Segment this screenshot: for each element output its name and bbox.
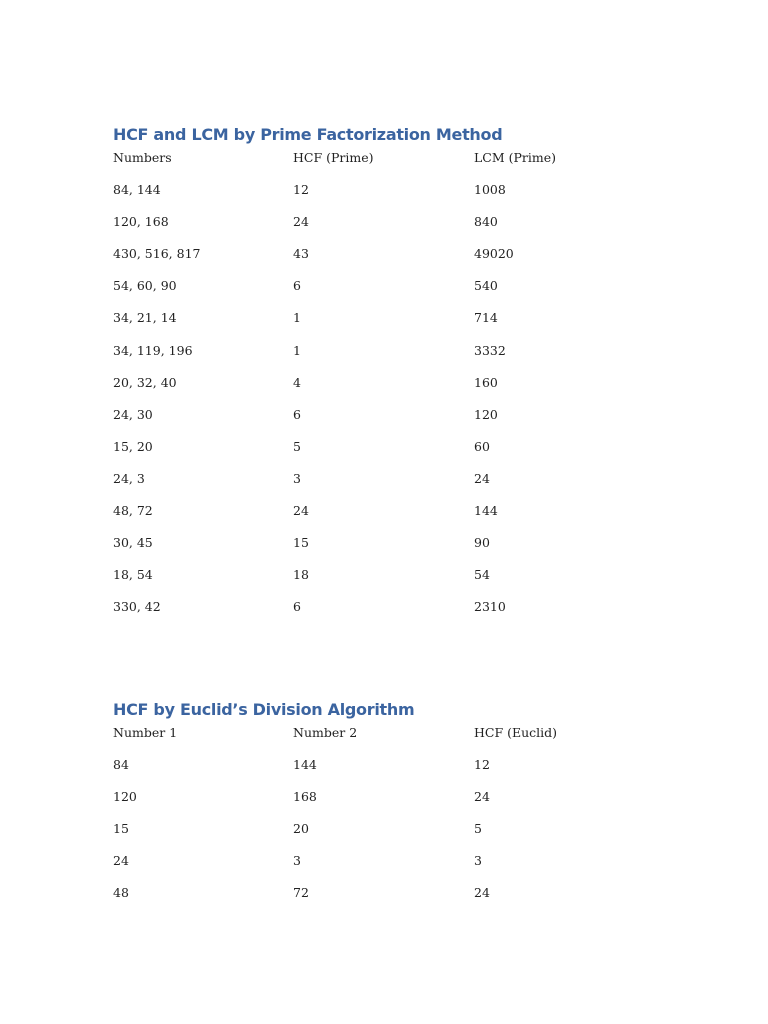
table-cell: 84 — [113, 757, 129, 773]
table-row — [113, 563, 673, 595]
table-row — [113, 274, 673, 306]
table-cell: 24 — [293, 503, 309, 519]
column-header-hcf-euclid: HCF (Euclid) — [474, 725, 558, 740]
table-cell: 5 — [293, 438, 301, 454]
table-cell: 24 — [474, 470, 490, 486]
table-cell: 714 — [474, 310, 498, 326]
table-cell: 6 — [293, 278, 301, 294]
table-row — [113, 210, 673, 242]
table-row — [113, 881, 673, 913]
table-cell: 72 — [293, 885, 309, 901]
column-header-hcf-prime: HCF (Prime) — [293, 150, 374, 165]
table-row — [113, 467, 673, 499]
table-row — [113, 435, 673, 467]
table-cell: 12 — [293, 182, 309, 198]
table-cell: 12 — [474, 757, 490, 773]
euclid-table — [113, 721, 673, 914]
table-cell: 6 — [293, 599, 301, 615]
table-cell: 540 — [474, 278, 498, 294]
table-cell: 34, 119, 196 — [113, 342, 193, 358]
table-cell: 60 — [474, 438, 490, 454]
column-header-number-2: Number 2 — [293, 725, 358, 740]
table-cell: 5 — [474, 821, 482, 837]
table-cell: 49020 — [474, 246, 514, 262]
table-row — [113, 785, 673, 817]
table-cell: 144 — [474, 503, 498, 519]
table-cell: 3332 — [474, 342, 506, 358]
table-cell: 54 — [474, 567, 490, 583]
prime-section-title: HCF and LCM by Prime Factorization Method — [113, 125, 503, 144]
table-cell: 24 — [293, 214, 309, 230]
table-cell: 840 — [474, 214, 498, 230]
table-cell: 90 — [474, 535, 490, 551]
table-cell: 120 — [113, 789, 137, 805]
table-cell: 168 — [293, 789, 317, 805]
table-row — [113, 595, 673, 627]
table-cell: 20, 32, 40 — [113, 374, 177, 390]
table-cell: 15 — [113, 821, 129, 837]
table-cell: 30, 45 — [113, 535, 153, 551]
euclid-table-header — [113, 721, 673, 753]
euclid-section — [113, 699, 673, 914]
prime-table-header — [113, 146, 673, 178]
table-cell: 3 — [293, 470, 301, 486]
table-cell: 48, 72 — [113, 503, 153, 519]
table-cell: 1 — [293, 310, 301, 326]
table-row — [113, 499, 673, 531]
table-cell: 3 — [474, 853, 482, 869]
table-cell: 1 — [293, 342, 301, 358]
table-row — [113, 817, 673, 849]
table-cell: 160 — [474, 374, 498, 390]
table-cell: 84, 144 — [113, 182, 161, 198]
prime-table-body — [113, 178, 673, 627]
column-header-numbers: Numbers — [113, 150, 172, 165]
table-cell: 24, 3 — [113, 470, 145, 486]
table-cell: 3 — [293, 853, 301, 869]
table-row — [113, 371, 673, 403]
table-cell: 34, 21, 14 — [113, 310, 177, 326]
table-cell: 120 — [474, 406, 498, 422]
column-header-lcm-prime: LCM (Prime) — [474, 150, 557, 165]
table-cell: 43 — [293, 246, 309, 262]
table-row — [113, 531, 673, 563]
table-cell: 2310 — [474, 599, 506, 615]
euclid-section-title: HCF by Euclid’s Division Algorithm — [113, 700, 415, 719]
table-cell: 6 — [293, 406, 301, 422]
table-cell: 1008 — [474, 182, 506, 198]
table-row — [113, 403, 673, 435]
table-cell: 120, 168 — [113, 214, 169, 230]
table-cell: 24 — [474, 789, 490, 805]
table-row — [113, 849, 673, 881]
table-cell: 24 — [474, 885, 490, 901]
table-cell: 18 — [293, 567, 309, 583]
table-row — [113, 242, 673, 274]
table-cell: 54, 60, 90 — [113, 278, 177, 294]
table-cell: 24, 30 — [113, 406, 153, 422]
table-row — [113, 339, 673, 371]
table-cell: 330, 42 — [113, 599, 161, 615]
table-cell: 15 — [293, 535, 309, 551]
prime-factorization-section — [113, 124, 673, 627]
table-cell: 18, 54 — [113, 567, 153, 583]
table-row — [113, 178, 673, 210]
table-row — [113, 753, 673, 785]
table-cell: 15, 20 — [113, 438, 153, 454]
table-row — [113, 306, 673, 338]
table-cell: 4 — [293, 374, 301, 390]
table-cell: 430, 516, 817 — [113, 246, 201, 262]
table-cell: 20 — [293, 821, 309, 837]
table-cell: 48 — [113, 885, 129, 901]
euclid-table-body — [113, 753, 673, 913]
prime-table — [113, 146, 673, 627]
table-cell: 144 — [293, 757, 317, 773]
column-header-number-1: Number 1 — [113, 725, 178, 740]
table-cell: 24 — [113, 853, 129, 869]
